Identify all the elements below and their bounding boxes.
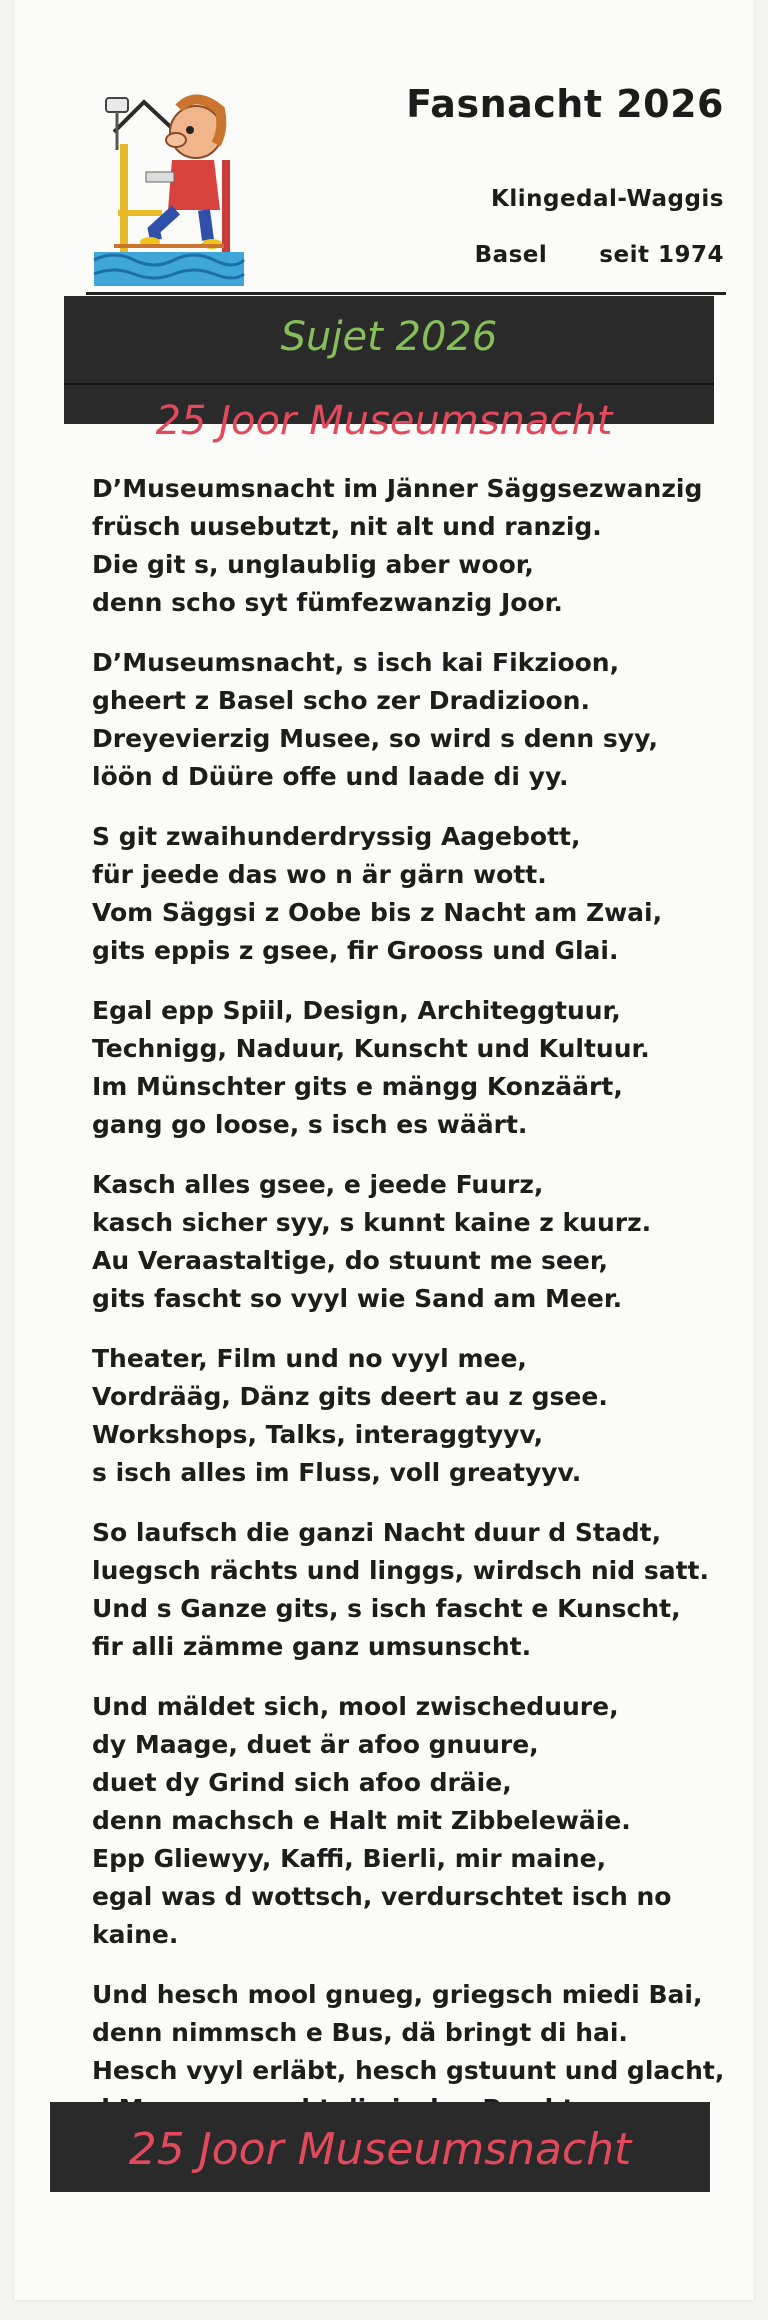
poem-line: gang go loose, s isch es wäärt.	[92, 1110, 528, 1139]
poem-line: kaine.	[92, 1920, 179, 1949]
stanza	[92, 1166, 712, 1318]
poem-line: Und hesch mool gnueg, griegsch miedi Bai,	[92, 1980, 703, 2009]
poem-line: Und s Ganze gits, s isch fascht e Kunscht,	[92, 1594, 681, 1623]
poem-line: So laufsch die ganzi Nacht duur d Stadt,	[92, 1518, 662, 1547]
footer-theme-title: 25 Joor Museumsnacht	[128, 2124, 632, 2175]
waggis-figure-logo	[84, 80, 254, 290]
poem-line: für jeede das wo n är gärn wott.	[92, 860, 547, 889]
poem-line: Dreyevierzig Musee, so wird s denn syy,	[92, 724, 658, 753]
poem-line: Im Münschter gits e mängg Konzäärt,	[92, 1072, 623, 1101]
poem-line: früsch uusebutzt, nit alt und ranzig.	[92, 512, 602, 541]
stanza	[92, 818, 712, 970]
poem-line: luegsch rächts und linggs, wirdsch nid satt.	[92, 1556, 709, 1585]
poem-line: Technigg, Naduur, Kunscht und Kultuur.	[92, 1034, 650, 1063]
poem-line: denn scho syt fümfezwanzig Joor.	[92, 588, 563, 617]
stanza	[92, 1514, 712, 1666]
poem-line: kasch sicher syy, s kunnt kaine z kuurz.	[92, 1208, 652, 1237]
location-line	[344, 242, 724, 268]
poem-line: Vom Säggsi z Oobe bis z Nacht am Zwai,	[92, 898, 663, 927]
poem-line: löön d Düüre offe und laade di yy.	[92, 762, 569, 791]
poem-line: Au Veraastaltige, do stuunt me seer,	[92, 1246, 609, 1275]
poem-line: Und mäldet sich, mool zwischeduure,	[92, 1692, 619, 1721]
page-title: Fasnacht 2026	[406, 82, 724, 126]
stanza	[92, 992, 712, 1144]
poem-line: Vordrääg, Dänz gits deert au z gsee.	[92, 1382, 608, 1411]
poem-line: dy Maage, duet är afoo gnuure,	[92, 1730, 539, 1759]
poem-line: S git zwaihunderdryssig Aagebott,	[92, 822, 581, 851]
poem-line: Workshops, Talks, interaggtyyv,	[92, 1420, 544, 1449]
header-divider	[86, 292, 726, 295]
stanza	[92, 470, 712, 622]
footer-banner	[50, 2102, 710, 2192]
poem-line: egal was d wottsch, verdurschtet isch no	[92, 1882, 672, 1911]
poem-line: Hesch vyyl erläbt, hesch gstuunt und glacht,	[92, 2056, 725, 2085]
poem-line: duet dy Grind sich afoo dräie,	[92, 1768, 512, 1797]
poem-line: gits fascht so vyyl wie Sand am Meer.	[92, 1284, 623, 1313]
poem-line: Kasch alles gsee, e jeede Fuurz,	[92, 1170, 544, 1199]
poem-line: s isch alles im Fluss, voll greatyyv.	[92, 1458, 582, 1487]
theme-title: 25 Joor Museumsnacht	[155, 398, 613, 444]
poem-line: gits eppis z gsee, fir Grooss und Glai.	[92, 936, 619, 965]
poem-line: D’Museumsnacht, s isch kai Fikzioon,	[92, 648, 620, 677]
poem	[92, 470, 725, 2150]
stanza	[92, 1688, 712, 1954]
stanza	[92, 1340, 712, 1492]
city-label: Basel	[474, 242, 548, 268]
poem-line: Epp Gliewyy, Kaffi, Bierli, mir maine,	[92, 1844, 607, 1873]
poem-line: Die git s, unglaublig aber woor,	[92, 550, 534, 579]
poem-line: denn nimmsch e Bus, dä bringt di hai.	[92, 2018, 628, 2047]
since-label: seit 1974	[599, 242, 724, 268]
poem-line: Egal epp Spiil, Design, Architeggtuur,	[92, 996, 621, 1025]
poem-line: D’Museumsnacht im Jänner Säggsezwanzig	[92, 474, 703, 503]
sujet-title: Sujet 2026	[280, 314, 498, 360]
poem-line: Theater, Film und no vyyl mee,	[92, 1344, 527, 1373]
banner-divider	[64, 383, 714, 385]
clique-name: Klingedal-Waggis	[491, 186, 724, 212]
poem-line: denn machsch e Halt mit Zibbelewäie.	[92, 1806, 631, 1835]
poem-line: gheert z Basel scho zer Dradizioon.	[92, 686, 590, 715]
poem-line: fir alli zämme ganz umsunscht.	[92, 1632, 532, 1661]
stanza	[92, 644, 712, 796]
